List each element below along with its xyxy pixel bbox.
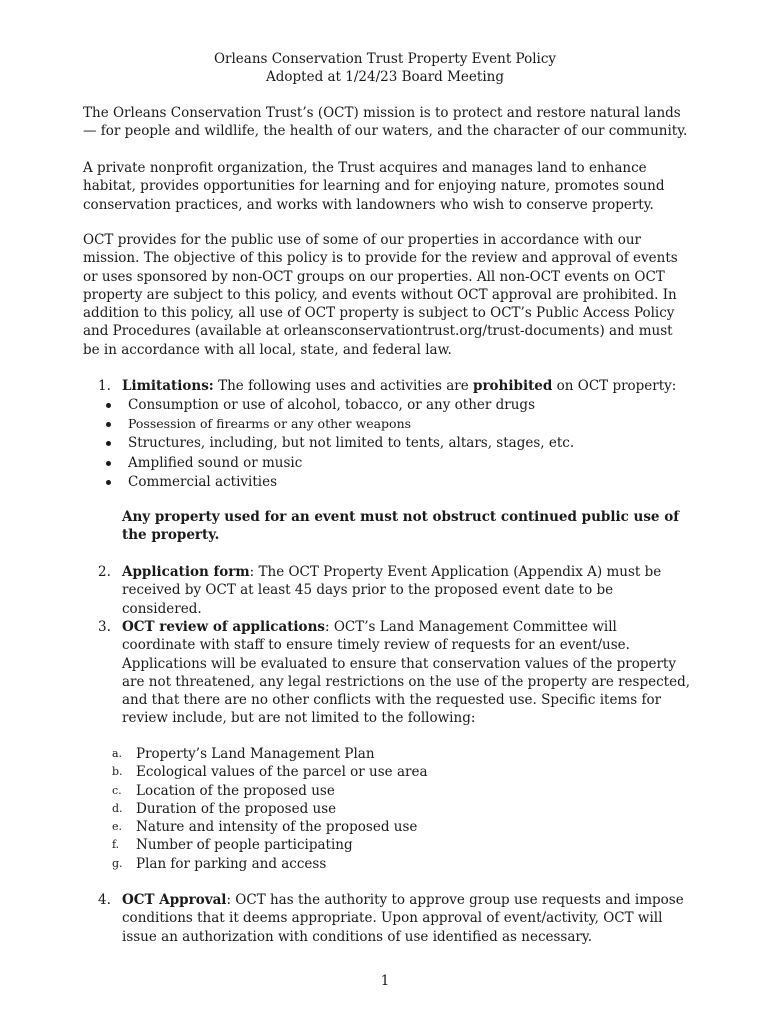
section-text: The following uses and activities are xyxy=(213,378,473,394)
list-item-text: Plan for parking and access xyxy=(136,855,327,872)
section-body xyxy=(122,618,693,728)
section-number: 3. xyxy=(98,619,111,635)
list-item xyxy=(108,763,688,781)
section-review xyxy=(83,618,693,728)
list-item: Possession of firearms or any other weapons xyxy=(100,415,690,434)
list-letter: e. xyxy=(112,820,123,834)
list-item: Commercial activities xyxy=(100,473,690,492)
section-text: : OCT has the authority to approve group use requests and impose conditions that it deems appropriate. Upon approval of event/activity, OCT will issue an authorization with conditions of use identified as necessary. xyxy=(122,892,684,945)
list-letter: c. xyxy=(112,783,122,797)
list-item xyxy=(108,818,688,836)
list-item-text: Number of people participating xyxy=(136,837,353,854)
list-item xyxy=(108,745,688,763)
list-item: Amplified sound or music xyxy=(100,454,690,473)
prohibited-emphasis: prohibited xyxy=(473,378,553,394)
section-text: : The OCT Property Event Application (Appendix A) must be received by OCT at least 45 days prior to the proposed event date to be considered. xyxy=(122,564,662,617)
list-item xyxy=(108,855,688,873)
list-item: Consumption or use of alcohol, tobacco, or any other drugs xyxy=(100,396,690,415)
section-heading: OCT review of applications xyxy=(122,619,325,635)
list-item-text: Property’s Land Management Plan xyxy=(136,746,375,762)
intro-paragraph-mission: The Orleans Conservation Trust’s (OCT) mission is to protect and restore natural lands — for people and wildlife, the health of our waters, and the character of our community. xyxy=(83,105,688,140)
section-heading: Limitations: xyxy=(122,378,214,394)
list-item-text: Nature and intensity of the proposed use xyxy=(136,819,418,836)
list-item xyxy=(108,836,688,854)
list-item-text: Location of the proposed use xyxy=(136,782,335,799)
section-text: on OCT property: xyxy=(552,378,677,394)
list-item: Structures, including, but not limited to tents, altars, stages, etc. xyxy=(100,434,690,453)
limitations-bullet-list xyxy=(100,396,690,492)
list-letter: f. xyxy=(112,838,120,852)
document-header xyxy=(0,50,770,87)
review-items-list xyxy=(108,745,688,873)
section-approval xyxy=(83,891,693,946)
list-item-text: Duration of the proposed use xyxy=(136,800,337,817)
section-number: 4. xyxy=(98,892,111,908)
section-heading: OCT Approval xyxy=(122,892,227,908)
section-text: : OCT’s Land Management Committee will coordinate with staff to ensure timely review of requests for an event/use. Applications will be evaluated to ensure that conservation values of the property are not threatened, any legal restrictions on the use of the property are respected, and that there are no other conflicts with the requested use. Specific items for review include, but are not limited to the following: xyxy=(122,619,691,727)
list-item xyxy=(108,782,688,800)
intro-paragraph-organization: A private nonprofit organization, the Trust acquires and manages land to enhance habitat, provides opportunities for learning and for enjoying nature, promotes sound conservation practices, and works with landowners who wish to conserve property. xyxy=(83,160,665,213)
section-number: 2. xyxy=(98,564,111,580)
list-letter: d. xyxy=(112,801,123,815)
list-letter: a. xyxy=(112,747,123,760)
section-application-form xyxy=(83,563,693,618)
list-item-text: Ecological values of the parcel or use area xyxy=(136,764,428,781)
section-number: 1. xyxy=(98,378,111,394)
document-title: Orleans Conservation Trust Property Event Policy xyxy=(213,51,557,67)
document-subtitle: Adopted at 1/24/23 Board Meeting xyxy=(266,69,504,86)
list-letter: b. xyxy=(112,765,123,779)
intro-paragraph-purpose: OCT provides for the public use of some of our properties in accordance with our mission. The objective of this policy is to provide for the review and approval of events or uses sponsored by non-OCT groups on our properties. All non-OCT events on OCT property are subject to this policy, and events without OCT approval are prohibited. In addition to this policy, all use of OCT property is subject to OCT’s Public Access Policy and Procedures (available at orleansconservationtrust.org/trust-documents) and must be in accordance with all local, state, and federal law. xyxy=(83,232,678,358)
section-limitations xyxy=(83,377,693,395)
section-body xyxy=(122,891,693,946)
page-number: 1 xyxy=(380,973,390,989)
section-body xyxy=(122,377,693,395)
section-body xyxy=(122,563,693,618)
list-item xyxy=(108,800,688,818)
public-use-note: Any property used for an event must not obstruct continued public use of the property. xyxy=(122,509,680,544)
section-heading: Application form xyxy=(122,564,250,580)
list-letter: g. xyxy=(112,856,123,870)
